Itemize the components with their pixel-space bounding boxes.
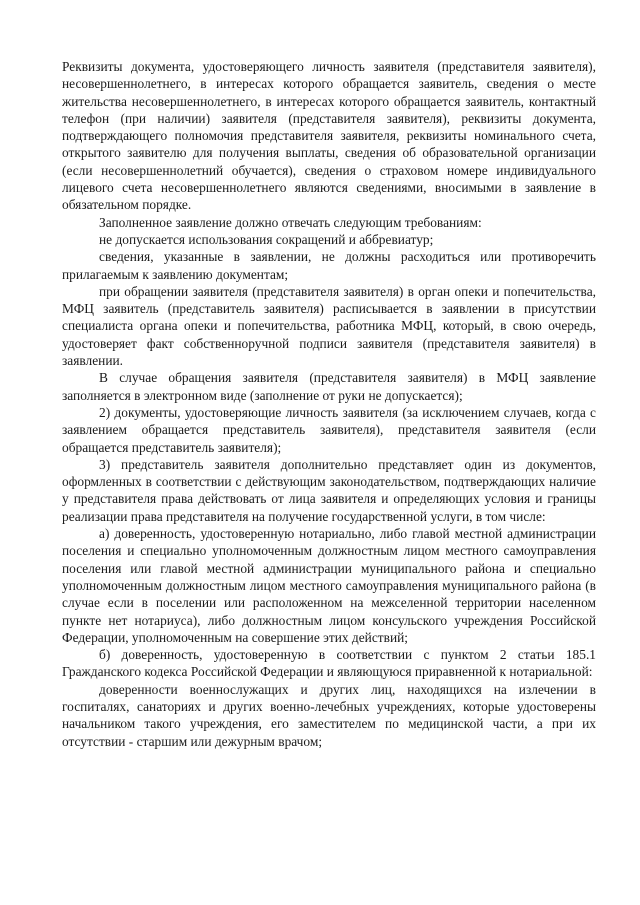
paragraph-identity-documents: 2) документы, удостоверяющие личность заявителя (за исключением случаев, когда с заявлением обращается представитель заявителя), представителя заявителя (если обращается представитель заявителя); xyxy=(62,404,596,455)
paragraph-military-power-of-attorney: доверенности военнослужащих и других лиц, находящихся на излечении в госпиталях, санаториях и других военно-лечебных учреждениях, которые удостоверены начальником такого учреждения, его заместителем по медицинской части, а при их отсутствии - старшим или дежурным врачом; xyxy=(62,681,596,749)
paragraph-requisites: Реквизиты документа, удостоверяющего личность заявителя (представителя заявителя), несовершеннолетнего, в интересах которого обращается заявитель, сведения о месте жительства несовершеннолетнего, в интересах которого обращается заявитель, контактный телефон (при наличии) заявителя (представителя заявителя), реквизиты документа, подтверждающего полномочия представителя заявителя, реквизиты номинального счета, открытого заявителю для получения выплаты, сведения об образовательной организации (если несовершеннолетний обучается), сведения о страховом номере индивидуального лицевого счета несовершеннолетнего являются сведениями, вносимыми в заявление в обязательном порядке. xyxy=(62,59,596,213)
paragraph-no-abbreviations: не допускается использования сокращений и аббревиатур; xyxy=(99,231,434,247)
paragraph-notarial-power-of-attorney: а) доверенность, удостоверенную нотариально, либо главой местной администрации поселения и специально уполномоченным должностным лицом местного самоуправления поселения или главой местной администрации муниципального района и специально уполномоченным должностным лицом местного самоуправления муниципального района (в случае если в поселении или расположенном на межселенной территории населенном пункте нет нотариуса), либо должностным лицом консульского учреждения Российской Федерации, уполномоченным на совершение этих действий; xyxy=(62,526,596,645)
paragraph-no-contradictions: сведения, указанные в заявлении, не должны расходиться или противоречить прилагаемым к заявлению документам; xyxy=(62,249,596,282)
paragraph-mfc-electronic: В случае обращения заявителя (представителя заявителя) в МФЦ заявление заполняется в электронном виде (заполнение от руки не допускается); xyxy=(62,370,596,403)
document-page xyxy=(62,58,596,750)
paragraph-representative-documents: 3) представитель заявителя дополнительно представляет один из документов, оформленных в соответствии с действующим законодательством, подтверждающих наличие у представителя права действовать от лица заявителя и определяющих условия и границы реализации права представителя на получение государственной услуги, в том числе: xyxy=(62,456,596,524)
paragraph-requirements-intro: Заполненное заявление должно отвечать следующим требованиям: xyxy=(99,214,482,230)
paragraph-equivalent-power-of-attorney: б) доверенность, удостоверенную в соответствии с пунктом 2 статьи 185.1 Гражданского кодекса Российской Федерации и являющуюся приравненной к нотариальной: xyxy=(62,647,596,680)
paragraph-signature: при обращении заявителя (представителя заявителя) в орган опеки и попечительства, МФЦ заявитель (представитель заявителя) расписывается в заявлении в присутствии специалиста органа опеки и попечительства, работника МФЦ, который, в свою очередь, удостоверяет факт собственноручной подписи заявителя (представителя заявителя) в заявлении. xyxy=(62,283,596,369)
